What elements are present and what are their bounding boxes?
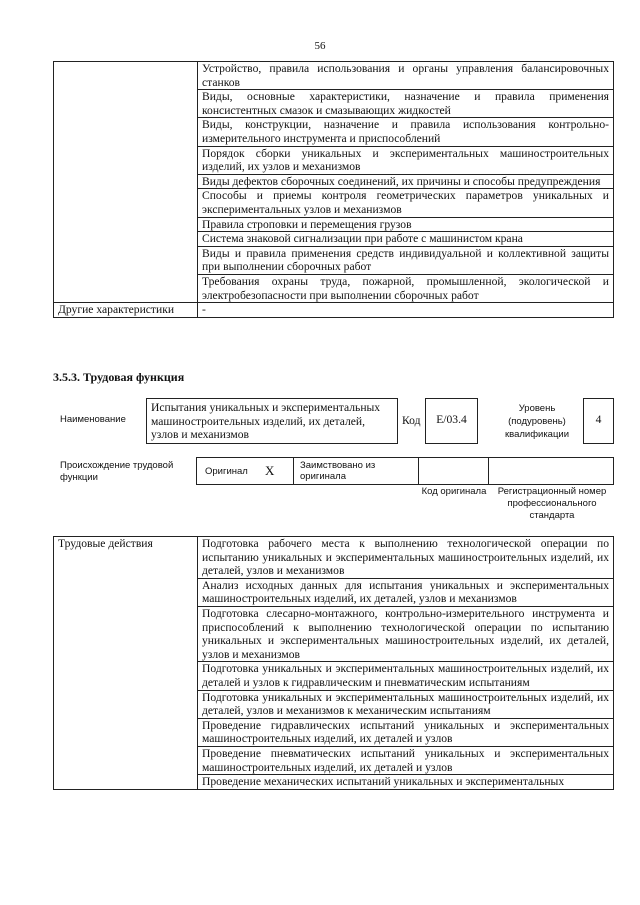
origin-label: Происхождение трудовой функции: [60, 460, 174, 483]
borrowed-label: Заимствовано из оригинала: [300, 460, 376, 482]
level-label: Уровень (подуровень) квалификации: [504, 403, 570, 440]
knowledge-row: Порядок сборки уникальных и экспериментальных машиностроительных изделий, их узлов и механизмов: [198, 146, 614, 174]
original-label: Оригинал: [205, 466, 248, 477]
other-characteristics-value: -: [198, 303, 614, 318]
function-name-box: Испытания уникальных и экспериментальных машиностроительных изделий, их деталей, узлов и механизмов: [146, 398, 398, 444]
knowledge-row: Виды, основные характеристики, назначение и правила применения консистентных смазок и смазывающих жидкостей: [198, 90, 614, 118]
labor-action-row: Проведение гидравлических испытаний уникальных и экспериментальных машиностроительных изделий, их деталей и узлов: [198, 718, 614, 746]
code-caption: Код оригинала: [421, 486, 487, 497]
code-value-box: E/03.4: [425, 398, 478, 444]
knowledge-table: [53, 61, 614, 318]
original-mark: X: [265, 463, 275, 478]
labor-action-row: Проведение механических испытаний уникальных и экспериментальных: [198, 775, 614, 790]
level-value-box: 4: [583, 398, 614, 444]
name-label: Наименование: [60, 414, 126, 425]
knowledge-row: Виды и правила применения средств индивидуальной и коллективной защиты при выполнении сборочных работ: [198, 246, 614, 274]
reg-caption: Регистрационный номер профессионального стандарта: [497, 486, 607, 521]
labor-action-row: Подготовка уникальных и экспериментальных машиностроительных изделий, их деталей и узлов к гидравлическим и пневматическим испытаниям: [198, 662, 614, 690]
reg-number-box: [488, 457, 614, 485]
original-box: [196, 457, 294, 485]
original-code-box: [418, 457, 489, 485]
knowledge-row: Система знаковой сигнализации при работе с машинистом крана: [198, 232, 614, 247]
knowledge-row: Способы и приемы контроля геометрических параметров уникальных и экспериментальных узлов и механизмов: [198, 189, 614, 217]
labor-action-row: Подготовка рабочего места к выполнению технологической операции по испытанию уникальных и экспериментальных машиностроительных изделий, их деталей, узлов и механизмов: [198, 537, 614, 579]
labor-actions-table: [53, 536, 614, 790]
borrowed-box: [293, 457, 419, 485]
labor-action-row: Подготовка слесарно-монтажного, контрольно-измерительного инструмента и приспособлений к выполнению технологической операции по испытанию уникальных и экспериментальных машиностроительных изделий, их деталей, узлов и механизмов: [198, 606, 614, 661]
labor-action-row: Анализ исходных данных для испытания уникальных и экспериментальных машиностроительных изделий, их деталей, узлов и механизмов: [198, 578, 614, 606]
labor-action-row: Подготовка уникальных и экспериментальных машиностроительных изделий, их деталей, узлов и механизмов к механическим испытаниям: [198, 690, 614, 718]
labor-action-row: Проведение пневматических испытаний уникальных и экспериментальных машиностроительных изделий, их деталей и узлов: [198, 746, 614, 774]
knowledge-row: Виды дефектов сборочных соединений, их причины и способы предупреждения: [198, 174, 614, 189]
knowledge-row: Требования охраны труда, пожарной, промышленной, экологической и электробезопасности при выполнении сборочных работ: [198, 274, 614, 302]
section-title: 3.5.3. Трудовая функция: [53, 370, 185, 384]
labor-actions-label: Трудовые действия: [54, 537, 198, 790]
other-characteristics-label: Другие характеристики: [54, 303, 198, 318]
knowledge-row: Правила строповки и перемещения грузов: [198, 217, 614, 232]
knowledge-row: Устройство, правила использования и органы управления балансировочных станков: [198, 62, 614, 90]
knowledge-label-cell: [54, 62, 198, 303]
knowledge-row: Виды, конструкции, назначение и правила использования контрольно-измерительного инструмента и приспособлений: [198, 118, 614, 146]
code-label: Код: [402, 414, 421, 427]
page-number: 56: [314, 40, 326, 52]
